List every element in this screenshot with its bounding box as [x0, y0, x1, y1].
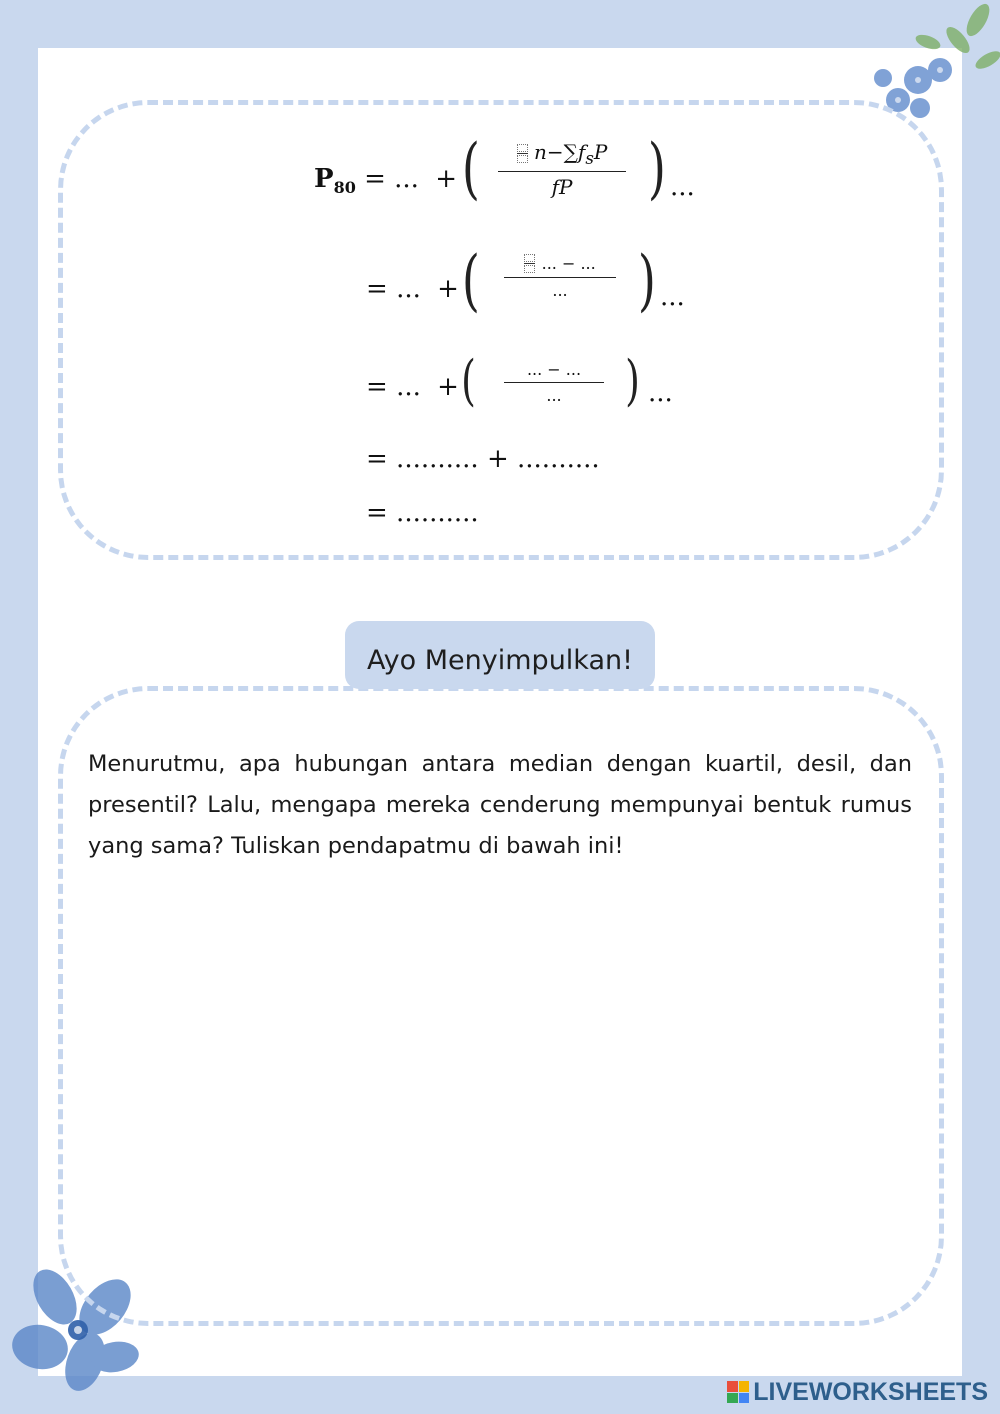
blank-fraction-box [524, 253, 535, 274]
question-text: Menurutmu, apa hubungan antara median dengan kuartil, desil, dan presentil? Lalu, mengapa mereka cenderung mempunyai bentuk rumus yang sama? Tuliskan pendapatmu di bawah ini! [88, 751, 912, 859]
fraction-2-numerator: ... − ... [541, 254, 596, 273]
fraction-3 [504, 360, 604, 405]
formula-line-3 [366, 372, 459, 402]
fraction-3-denominator: ... [546, 386, 562, 405]
blank-fraction-box [517, 143, 528, 164]
formula-lhs [314, 164, 457, 197]
formula-line-5: = .......... [366, 498, 479, 528]
formula-blank: ... [396, 274, 421, 304]
formula-p-symbol: P [314, 164, 334, 194]
right-paren: ) [637, 242, 656, 319]
liveworksheets-logo[interactable] [727, 1376, 988, 1408]
equals-sign: = [366, 372, 388, 402]
equals-sign: = [364, 164, 386, 194]
formula-blank: ... [396, 372, 421, 402]
right-paren: ) [625, 349, 640, 412]
liveworksheets-logo-icon [727, 1381, 749, 1403]
formula-blank: ... [394, 164, 419, 194]
percentile-formula [290, 128, 710, 538]
answer-input[interactable] [90, 880, 914, 1304]
formula-blank: ... [648, 378, 673, 408]
fraction-1-numerator: n−∑f [534, 140, 586, 164]
formula-blank: ... [660, 282, 685, 312]
formula-p-subscript: 80 [333, 178, 356, 198]
right-paren: ) [647, 130, 666, 207]
fraction-2-denominator: ... [552, 281, 568, 300]
left-paren: ( [461, 349, 476, 412]
fraction-1-numerator-tail: P [593, 140, 608, 164]
formula-blank: ... [670, 172, 695, 202]
fraction-3-numerator: ... − ... [526, 360, 582, 379]
formula-line-4: = .......... + .......... [366, 444, 600, 474]
fraction-2 [504, 250, 616, 300]
formula-line-2 [366, 274, 459, 304]
equals-sign: = [366, 274, 388, 304]
plus-sign: + [437, 372, 459, 402]
left-paren: ( [461, 130, 480, 207]
brand-text: LIVEWORKSHEETS [753, 1377, 988, 1406]
left-paren: ( [461, 242, 480, 319]
fraction-1-subscript: s [585, 149, 594, 168]
fraction-1 [498, 140, 626, 199]
section-heading: Ayo Menyimpulkan! [345, 621, 655, 689]
fraction-1-denominator: fP [551, 175, 573, 199]
plus-sign: + [437, 274, 459, 304]
plus-sign: + [435, 164, 458, 194]
